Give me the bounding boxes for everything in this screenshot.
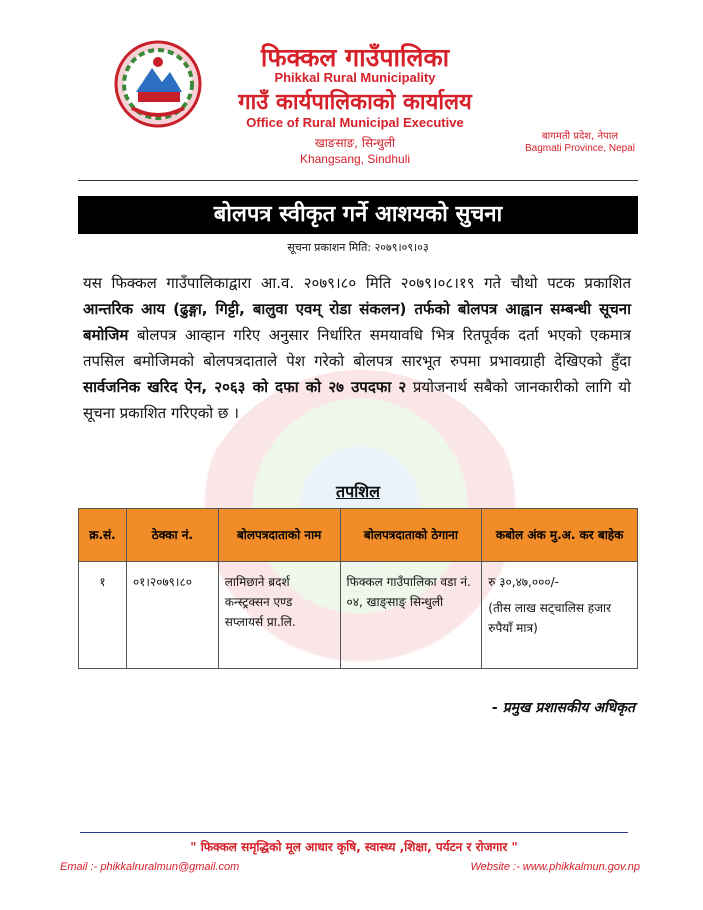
- address-english: Khangsang, Sindhuli: [299, 152, 411, 166]
- cell-contract-no: ०१।२०७९।८०: [126, 562, 218, 669]
- column-header-bidder-name: बोलपत्रदाताको नाम: [218, 509, 340, 562]
- body-text-part: बोलपत्र आव्हान गरिए अनुसार निर्धारित समयावधि भित्र रितपूर्वक दर्ता भएको एकमात्र तपसिल बमोजिमको बोलपत्रदाताले पेश गरेको बोलपत्र सारभूत रुपमा प्रभावग्राही देखिएको हुँदा: [83, 326, 631, 370]
- column-header-contract-no: ठेक्का नं.: [126, 509, 218, 562]
- province-english: Bagmati Province, Nepal: [524, 143, 636, 154]
- cell-amount: [482, 562, 638, 669]
- column-header-sn: क्र.सं.: [79, 509, 127, 562]
- cell-bidder-address: फिक्कल गाउँपालिका वडा नं. ०४, खाङ्साङ् सिन्धुली: [340, 562, 482, 669]
- footer-slogan: " फिक्कल समृद्धिको मूल आधार कृषि, स्वास्थ्य ,शिक्षा, पर्यटन र रोजगार ": [190, 840, 518, 854]
- column-header-bidder-address: बोलपत्रदाताको ठेगाना: [340, 509, 482, 562]
- address-nepali: खाङसाङ, सिन्धुली: [314, 136, 396, 150]
- cell-sn: १: [79, 562, 127, 669]
- amount-figure: रु ३०,४७,०००/-: [488, 575, 559, 589]
- notice-title-banner: बोलपत्र स्वीकृत गर्ने आशयको सुचना: [78, 196, 638, 234]
- footer-website: Website :- www.phikkalmun.gov.np: [470, 861, 640, 873]
- footer-email: Email :- phikkalruralmun@gmail.com: [60, 861, 240, 873]
- table-heading: तपशिल: [335, 482, 381, 501]
- municipality-title-nepali: फिक्कल गाउँपालिका: [260, 43, 450, 72]
- body-bold-part: आन्तरिक आय (ढुङ्गा, गिट्टी, बालुवा एवम् रोडा संकलन) तर्फको बोलपत्र आह्वान सम्बन्धी सूचना बमोजिम: [83, 300, 631, 344]
- bid-table: [78, 508, 638, 669]
- municipality-title-english: Phikkal Rural Municipality: [274, 70, 436, 85]
- notice-body: [83, 270, 631, 426]
- column-header-amount: कबोल अंक मु.अ. कर बाहेक: [482, 509, 638, 562]
- signatory: - प्रमुख प्रशासकीय अधिकृत: [492, 700, 635, 716]
- table-row: [79, 562, 638, 669]
- office-title-english: Office of Rural Municipal Executive: [246, 115, 464, 130]
- table-header-row: [79, 509, 638, 562]
- body-bold-part: सार्वजनिक खरिद ऐन, २०६३ को दफा को २७ उपदफा २: [83, 378, 407, 396]
- cell-bidder-name: लामिछाने ब्रदर्श कन्स्ट्रक्सन एण्ड सप्लायर्स प्रा.लि.: [218, 562, 340, 669]
- footer-divider: [80, 832, 628, 833]
- amount-words: (तीस लाख सट्चालिस हजार रुपैयाँ मात्र): [488, 601, 612, 635]
- publish-date: सूचना प्रकाशन मिति: २०७९।०९।०३: [287, 241, 429, 254]
- header-divider: [78, 180, 638, 181]
- municipality-emblem-icon: [112, 38, 204, 130]
- office-title-nepali: गाउँ कार्यपालिकाको कार्यालय: [238, 90, 472, 115]
- body-text-part: प्रयोजनार्थ सबैको जानकारीको लागि यो सूचना प्रकाशित गरिएको छ ।: [83, 378, 631, 422]
- province-nepali: बागमती प्रदेश, नेपाल: [541, 131, 619, 142]
- body-text-part: यस फिक्कल गाउँपालिकाद्वारा आ.व. २०७९।८० मिति २०७९।०८।१९ गते चौथो पटक प्रकाशित: [83, 274, 631, 292]
